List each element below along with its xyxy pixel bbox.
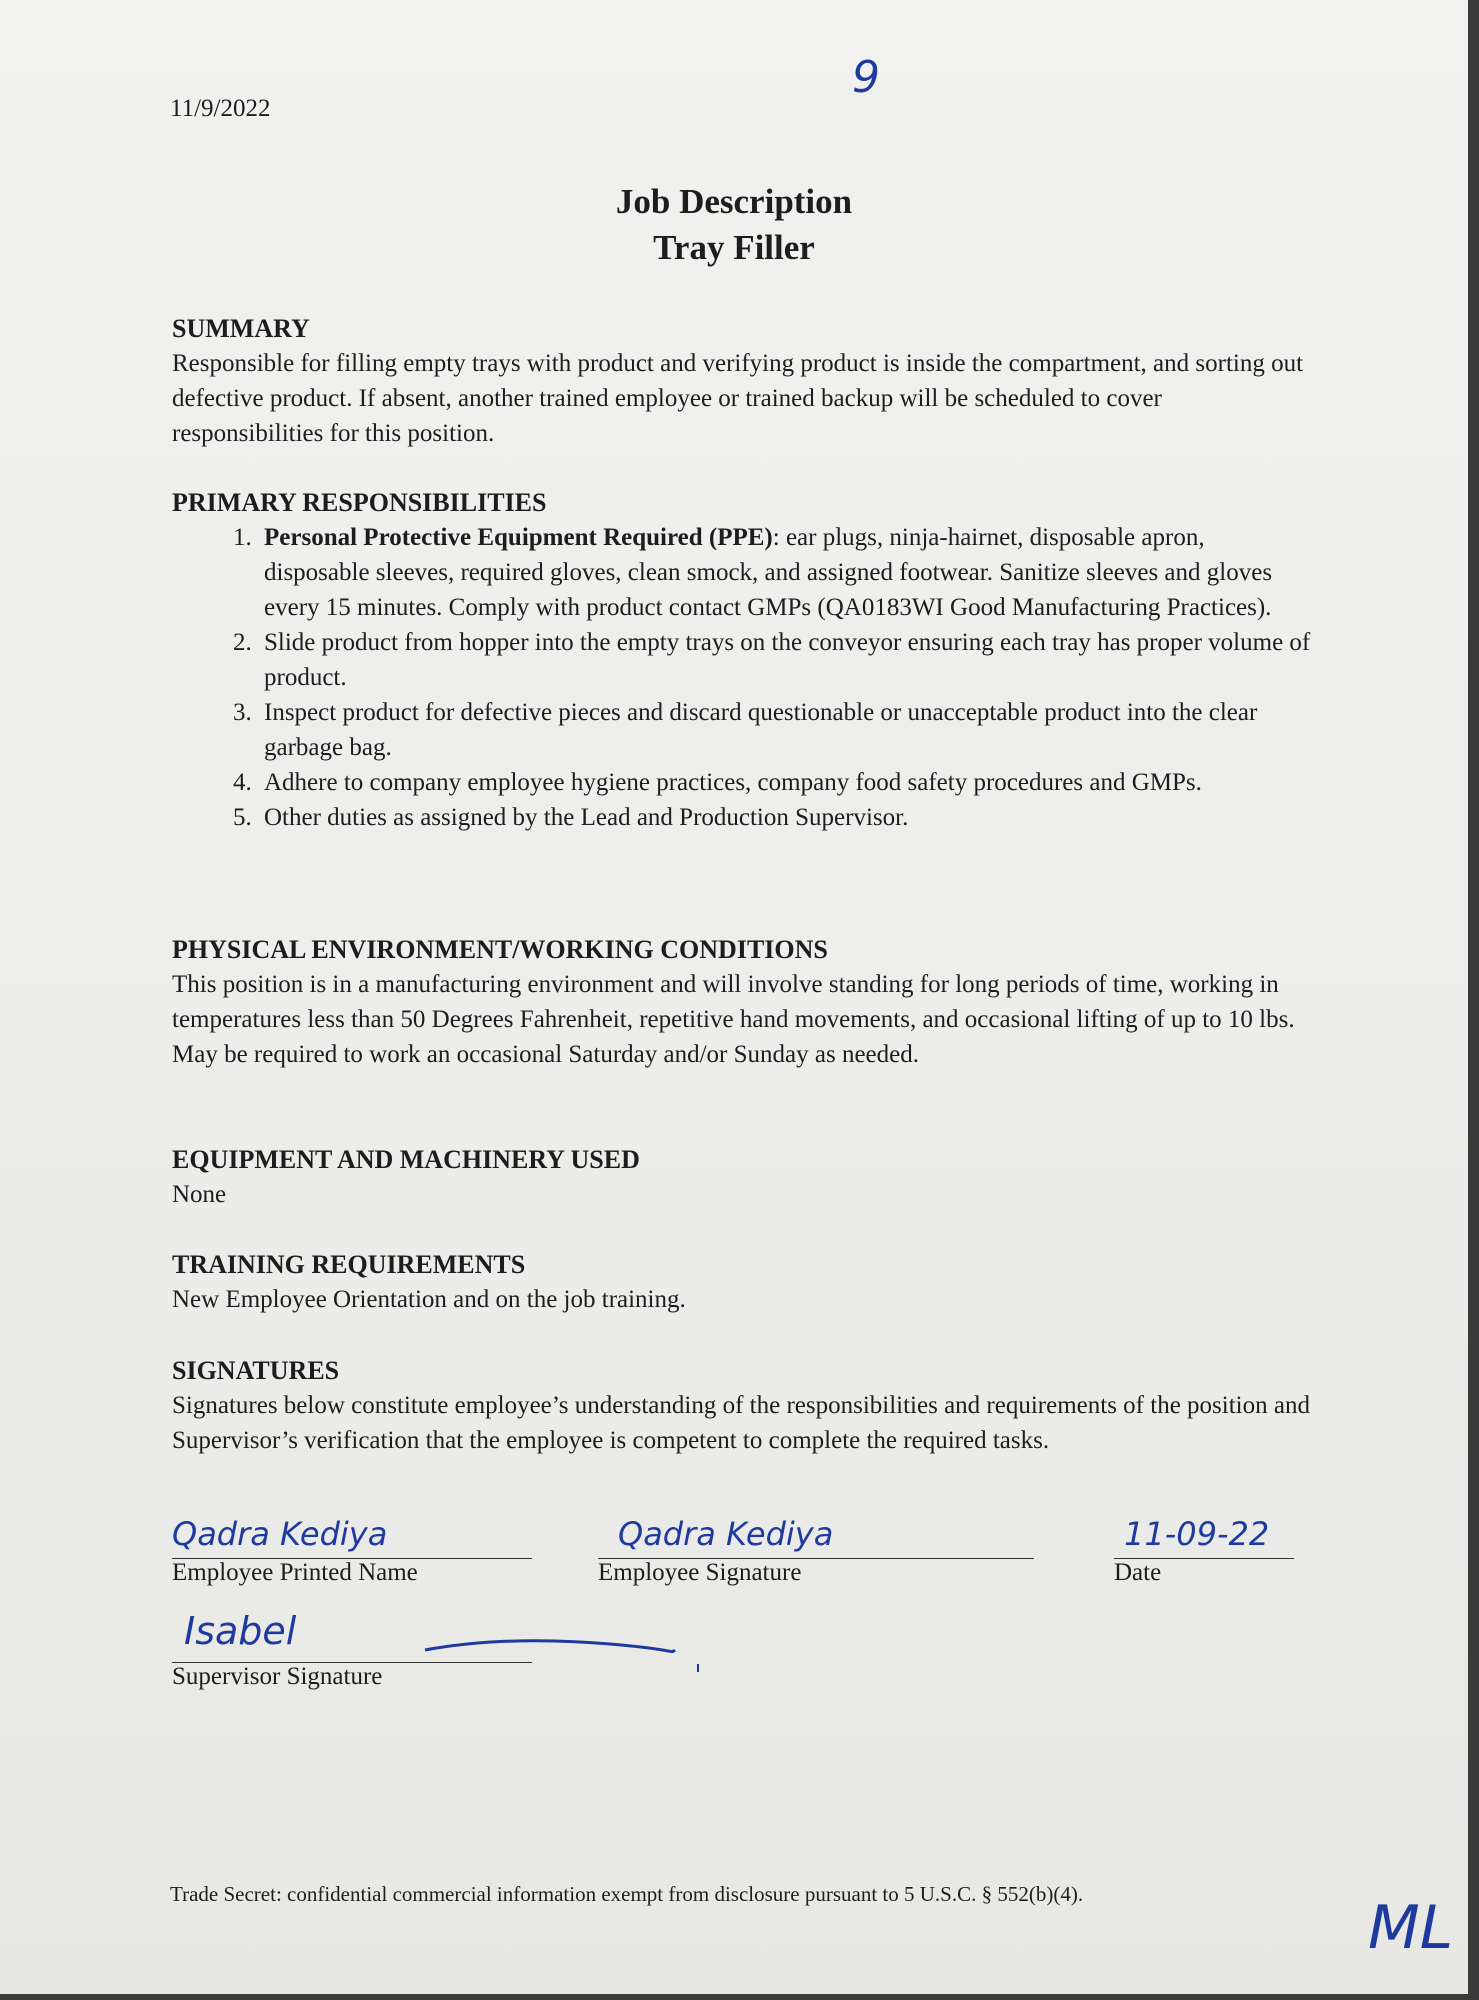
list-item xyxy=(258,625,1312,695)
list-item xyxy=(258,520,1312,625)
list-item xyxy=(258,800,1312,835)
equipment-text: None xyxy=(172,1181,227,1208)
handwritten-page-number: 9 xyxy=(852,52,880,103)
employee-signature-value: Qadra Kediya xyxy=(598,1510,1034,1559)
summary-text: Responsible for filling empty trays with product and verifying product is inside the compartment, and sorting out defective product. If absent, another trained employee or trained backup will be scheduled to cover responsibilities for this position. xyxy=(172,350,1304,447)
list-item xyxy=(258,695,1312,765)
environment-heading: PHYSICAL ENVIRONMENT/WORKING CONDITIONS xyxy=(172,935,828,964)
job-title: Tray Filler xyxy=(653,228,815,267)
signatures-section xyxy=(172,1353,1312,1458)
environment-text: This position is in a manufacturing environment and will involve standing for long periods of time, working in temperatures less than 50 Degrees Fahrenheit, repetitive hand movements, and occasional lifting of up to 10 lbs. May be required to work an occasional Saturday and/or Sunday as needed. xyxy=(172,971,1295,1068)
responsibilities-list xyxy=(172,520,1312,835)
supervisor-signature-label: Supervisor Signature xyxy=(172,1663,383,1690)
list-item-text: : ear plugs, ninja-hairnet, disposable apron, disposable sleeves, required gloves, clean smock, and assigned footwear. Sanitize sleeves and gloves every 15 minutes. Comply with product contact GMPs (QA0183WI Good Manufacturing Practices). xyxy=(264,524,1273,621)
summary-heading: SUMMARY xyxy=(172,314,310,343)
equipment-section xyxy=(172,1142,1312,1212)
date-label: Date xyxy=(1114,1559,1162,1586)
responsibilities-section xyxy=(172,485,1312,835)
list-item xyxy=(258,765,1312,800)
responsibilities-heading: PRIMARY RESPONSIBILITIES xyxy=(172,488,547,517)
document-title: Job Description xyxy=(615,182,853,221)
list-item-text: Slide product from hopper into the empty trays on the conveyor ensuring each tray has proper volume of product. xyxy=(264,629,1311,691)
date-field xyxy=(1114,1510,1294,1587)
ppe-label: Personal Protective Equipment Required (PPE) xyxy=(264,524,773,551)
printed-name-label: Employee Printed Name xyxy=(172,1559,418,1586)
printed-name-field xyxy=(172,1510,532,1587)
trade-secret-footer: Trade Secret: confidential commercial information exempt from disclosure pursuant to 5 U.S.C. § 552(b)(4). xyxy=(170,1882,1084,1906)
list-item-text: Inspect product for defective pieces and discard questionable or unacceptable product into the clear garbage bag. xyxy=(264,699,1258,761)
equipment-heading: EQUIPMENT AND MACHINERY USED xyxy=(172,1145,640,1174)
handwritten-initials: ML xyxy=(1368,1893,1454,1963)
signed-date-value: 11-09-22 xyxy=(1114,1510,1294,1559)
environment-section xyxy=(172,932,1312,1072)
signatures-heading: SIGNATURES xyxy=(172,1356,340,1385)
document-date: 11/9/2022 xyxy=(170,95,271,122)
list-item-text: Adhere to company employee hygiene practices, company food safety procedures and GMPs. xyxy=(264,769,1202,796)
training-section xyxy=(172,1247,1312,1317)
employee-signature-label: Employee Signature xyxy=(598,1559,802,1586)
signature-flourish xyxy=(420,1620,700,1680)
training-text: New Employee Orientation and on the job training. xyxy=(172,1286,686,1313)
employee-signature-field xyxy=(598,1510,1034,1587)
supervisor-signature-value: Isabel xyxy=(172,1600,532,1663)
signatures-text: Signatures below constitute employee’s understanding of the responsibilities and requirements of the position and Supervisor’s verification that the employee is competent to complete the required tasks. xyxy=(172,1392,1310,1454)
summary-section xyxy=(172,311,1312,451)
list-item-text: Other duties as assigned by the Lead and Production Supervisor. xyxy=(264,804,909,831)
training-heading: TRAINING REQUIREMENTS xyxy=(172,1250,526,1279)
printed-name-value: Qadra Kediya xyxy=(172,1510,532,1559)
